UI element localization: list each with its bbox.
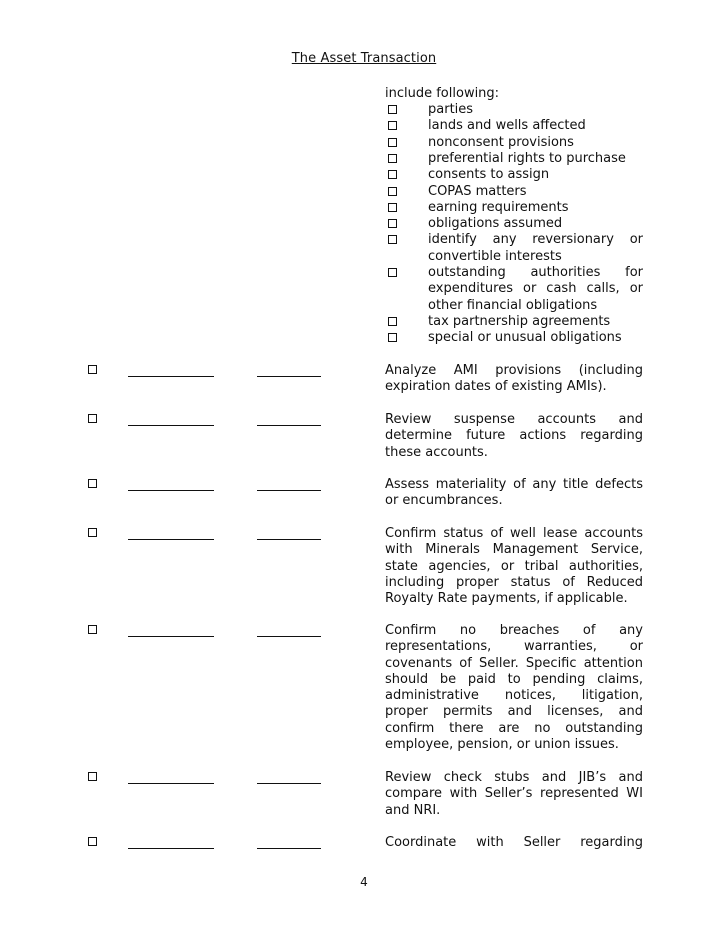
task-checkbox[interactable] — [88, 625, 97, 634]
list-item-label: lands and wells affected — [428, 118, 586, 134]
date-blank[interactable] — [257, 848, 321, 849]
checkbox-icon[interactable] — [388, 187, 397, 196]
list-item — [385, 184, 643, 200]
task-text: Analyze AMI provisions (including expiration dates of existing AMIs). — [385, 363, 643, 395]
list-item-label: nonconsent provisions — [428, 134, 574, 150]
list-item-label: earning requirements — [428, 199, 569, 215]
checkbox-icon[interactable] — [388, 203, 397, 212]
checkbox-icon[interactable] — [388, 170, 397, 179]
initials-blank[interactable] — [128, 848, 214, 849]
list-item — [385, 200, 643, 216]
task-text: Coordinate with Seller regarding — [385, 835, 643, 850]
list-item-label: identify any reversionary or convertible interests — [428, 232, 643, 264]
date-blank[interactable] — [257, 376, 321, 377]
checkbox-icon[interactable] — [388, 219, 397, 228]
task-checkbox[interactable] — [88, 837, 97, 846]
checkbox-icon[interactable] — [388, 268, 397, 277]
checkbox-icon[interactable] — [388, 154, 397, 163]
task-checkbox[interactable] — [88, 528, 97, 537]
list-item — [385, 265, 643, 313]
list-item — [385, 118, 643, 134]
task-checkbox[interactable] — [88, 772, 97, 781]
list-item-label: special or unusual obligations — [428, 330, 622, 346]
list-item-label: COPAS matters — [428, 183, 527, 199]
date-blank[interactable] — [257, 425, 321, 426]
list-item — [385, 102, 643, 118]
date-blank[interactable] — [257, 539, 321, 540]
list-item — [385, 314, 643, 330]
task-checkbox[interactable] — [88, 414, 97, 423]
task-text: Assess materiality of any title defects or encumbrances. — [385, 477, 643, 509]
list-item-label: parties — [428, 102, 474, 117]
checkbox-icon[interactable] — [388, 333, 397, 342]
list-item-label: preferential rights to purchase — [428, 150, 626, 166]
task-checkbox[interactable] — [88, 479, 97, 488]
checkbox-icon[interactable] — [388, 235, 397, 244]
initials-blank[interactable] — [128, 539, 214, 540]
initials-blank[interactable] — [128, 490, 214, 491]
initials-blank[interactable] — [128, 636, 214, 637]
date-blank[interactable] — [257, 490, 321, 491]
checklist-intro: include following: — [385, 86, 500, 101]
list-item — [385, 151, 643, 167]
date-blank[interactable] — [257, 636, 321, 637]
checkbox-icon[interactable] — [388, 121, 397, 130]
page-title: The Asset Transaction — [291, 51, 437, 66]
list-item-label: tax partnership agreements — [428, 313, 611, 329]
initials-blank[interactable] — [128, 783, 214, 784]
task-text: Confirm status of well lease accounts with Minerals Management Service, state agencies, or tribal authorities, including proper status of Reduced Royalty Rate payments, if applicable. — [385, 526, 643, 607]
initials-blank[interactable] — [128, 376, 214, 377]
checkbox-icon[interactable] — [388, 138, 397, 147]
list-item — [385, 216, 643, 232]
list-item — [385, 232, 643, 264]
task-text: Review check stubs and JIB’s and compare with Seller’s represented WI and NRI. — [385, 770, 643, 818]
task-checkbox[interactable] — [88, 365, 97, 374]
checkbox-icon[interactable] — [388, 317, 397, 326]
task-text: Confirm no breaches of any representations, warranties, or covenants of Seller. Specific attention should be paid to pending claims, administrative notices, litigation, proper permits and licenses, and confirm there are no outstanding employee, pension, or union issues. — [385, 623, 643, 753]
checkbox-icon[interactable] — [388, 105, 397, 114]
list-item — [385, 330, 643, 346]
task-text: Review suspense accounts and determine future actions regarding these accounts. — [385, 412, 643, 460]
date-blank[interactable] — [257, 783, 321, 784]
page-number: 4 — [360, 875, 368, 889]
list-item-label: obligations assumed — [428, 216, 563, 232]
list-item — [385, 135, 643, 151]
list-item — [385, 167, 643, 183]
initials-blank[interactable] — [128, 425, 214, 426]
list-item-label: consents to assign — [428, 167, 550, 183]
list-item-label: outstanding authorities for expenditures or cash calls, or other financial obligations — [428, 265, 643, 313]
